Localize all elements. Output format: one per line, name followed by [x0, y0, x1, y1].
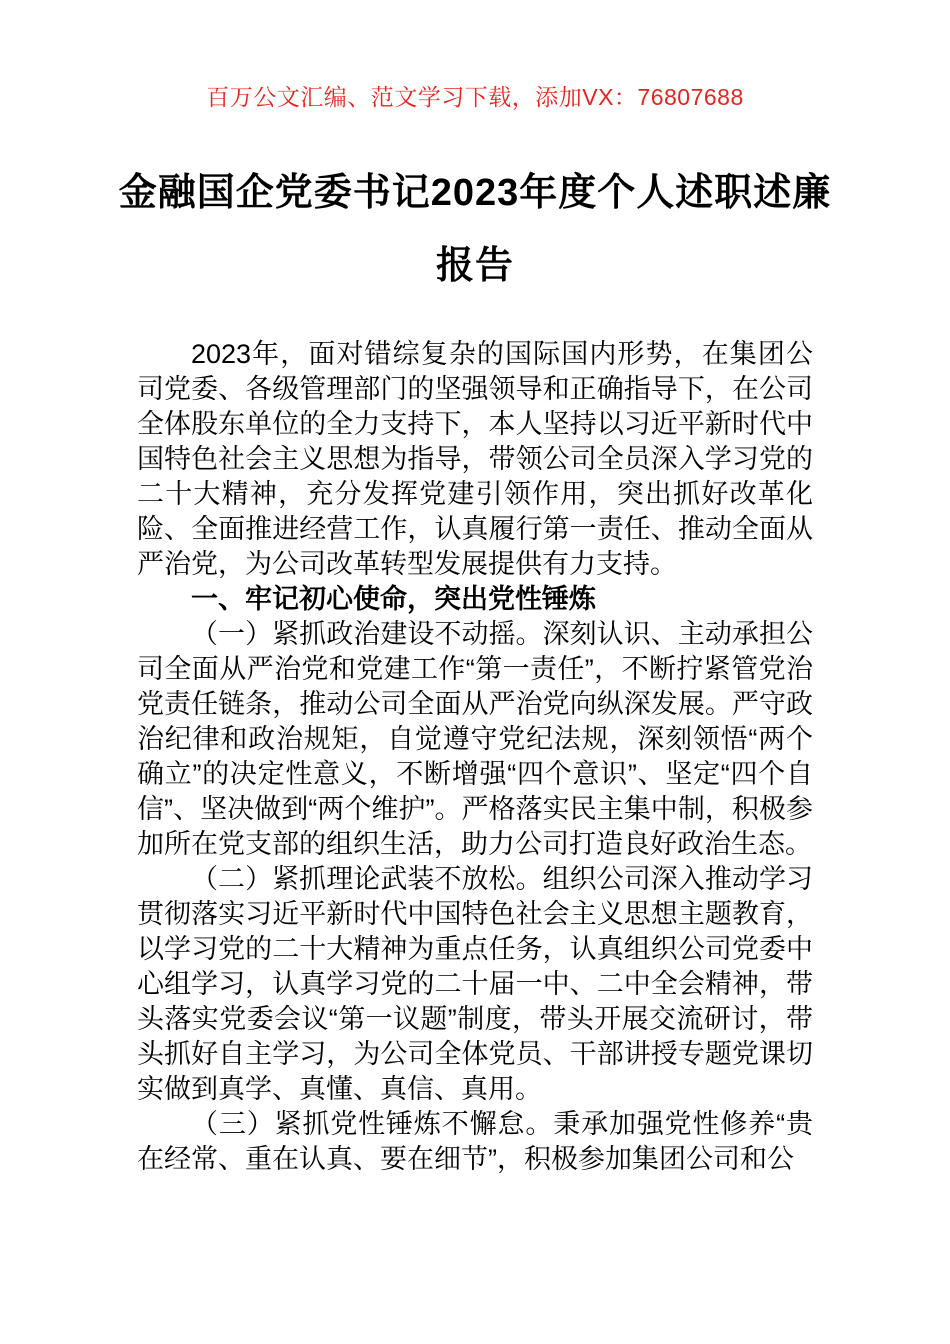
document-body: [137, 337, 813, 1177]
section-heading: 一、牢记初心使命，突出党性锤炼: [191, 584, 596, 614]
body-paragraph: （三）紧抓党性锤炼不懈怠。秉承加强党性修养“贵在经常、重在认真、要在细节”，积极参加集团公司和公: [137, 1109, 813, 1174]
body-paragraph: （二）紧抓理论武装不放松。组织公司深入推动学习贯彻落实习近平新时代中国特色社会主义思想主题教育，以学习党的二十大精神为重点任务，认真组织公司党委中心组学习，认真学习党的二十届一中、二中全会精神，带头落实党委会议“第一议题”制度，带头开展交流研讨，带头抓好自主学习，为公司全体党员、干部讲授专题党课切实做到真学、真懂、真信、真用。: [137, 864, 813, 1104]
promo-notice: 百万公文汇编、范文学习下载，添加VX：76807688: [206, 84, 744, 110]
body-paragraph: （一）紧抓政治建设不动摇。深刻认识、主动承担公司全面从严治党和党建工作“第一责任”，不断拧紧管党治党责任链条，推动公司全面从严治党向纵深发展。严守政治纪律和政治规矩，自觉遵守党纪法规，深刻领悟“两个确立”的决定性意义，不断增强“四个意识”、坚定“四个自信”、坚决做到“两个维护”。严格落实民主集中制，积极参加所在党支部的组织生活，助力公司打造良好政治生态。: [137, 619, 813, 859]
body-paragraph: 2023年，面对错综复杂的国际国内形势，在集团公司党委、各级管理部门的坚强领导和正确指导下，在公司全体股东单位的全力支持下，本人坚持以习近平新时代中国特色社会主义思想为指导，带领公司全员深入学习党的二十大精神，充分发挥党建引领作用，突出抓好改革化险、全面推进经营工作，认真履行第一责任、推动全面从严治党，为公司改革转型发展提供有力支持。: [137, 339, 813, 579]
document-title-line1: 金融国企党委书记2023年度个人述职述廉: [118, 172, 832, 214]
document-title: [0, 157, 950, 303]
document-title-line2: 报告: [435, 245, 514, 287]
